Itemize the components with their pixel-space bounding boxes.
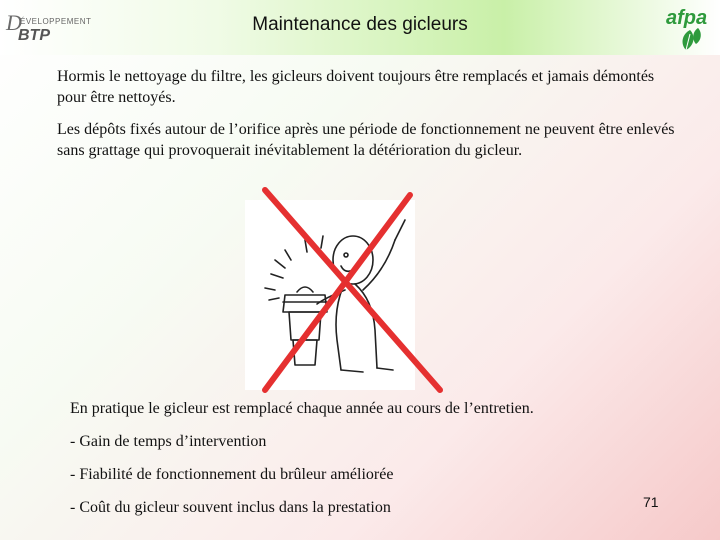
afpa-logo (660, 4, 718, 52)
slide-title: Maintenance des gicleurs (252, 14, 468, 35)
prohibition-cross-icon (255, 185, 455, 395)
list-item: - Coût du gicleur souvent inclus dans la prestation (70, 499, 391, 516)
paragraph-replace-nozzles: Hormis le nettoyage du filtre, les gicleurs doivent toujours être remplacés et jamais démontés pour être nettoyés. (57, 68, 655, 106)
afpa-logo-text: afpa (666, 7, 708, 29)
logo-letter: D (6, 10, 22, 35)
cross-stroke-right (265, 195, 410, 390)
paragraph-deposits: Les dépôts fixés autour de l’orifice après une période de fonctionnement ne peuvent être enlevés sans grattage qui provoquerait inévitablement la détérioration du gicleur. (57, 121, 675, 159)
header-band (0, 0, 720, 55)
practice-statement: En pratique le gicleur est remplacé chaque année au cours de l’entretien. (70, 400, 534, 417)
logo-small-text: ÉVELOPPEMENT (20, 17, 92, 26)
cross-stroke-left (265, 190, 440, 390)
list-item: - Gain de temps d’intervention (70, 433, 267, 450)
logo-main-text: BTP (18, 27, 50, 44)
page-number: 71 (643, 494, 659, 510)
list-item: - Fiabilité de fonctionnement du brûleur améliorée (70, 466, 394, 483)
